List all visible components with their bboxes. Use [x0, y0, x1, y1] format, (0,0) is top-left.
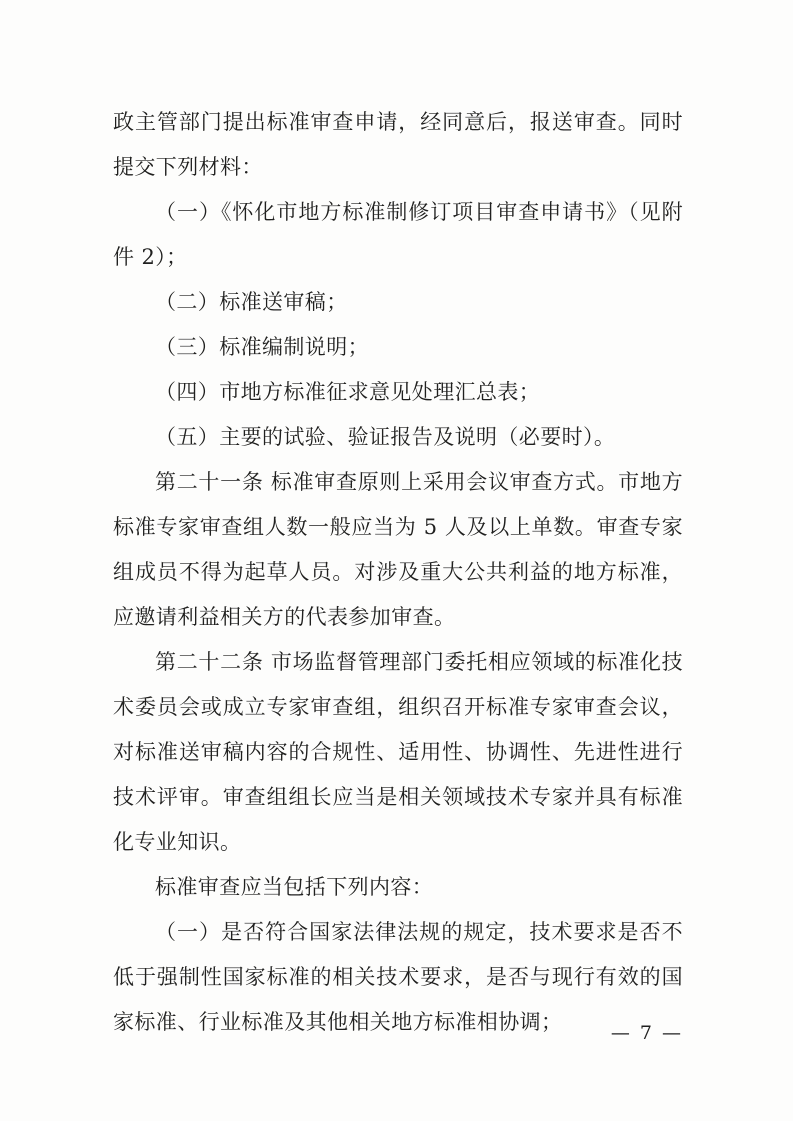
- paragraph-item-5: （五）主要的试验、验证报告及说明（必要时）。: [155, 425, 616, 449]
- page-number: — 7 —: [610, 1022, 683, 1044]
- page-body-text: [113, 100, 683, 1045]
- paragraph-item-2: （二）标准送审稿；: [155, 290, 348, 314]
- paragraph-review-item-1: （一）是否符合国家法律法规的规定，技术要求是否不低于强制性国家标准的相关技术要求，是否与现行有效的国家标准、行业标准及其他相关地方标准相协调；: [113, 920, 683, 1034]
- paragraph-item-1: （一）《怀化市地方标准制修订项目审查申请书》（见附件 2）；: [113, 200, 683, 269]
- paragraph-continuation: 政主管部门提出标准审查申请，经同意后，报送审查。同时提交下列材料：: [113, 110, 683, 179]
- paragraph-article-21: 第二十一条 标准审查原则上采用会议审查方式。市地方标准专家审查组人数一般应当为 5 人及以上单数。审查专家组成员不得为起草人员。对涉及重大公共利益的地方标准，应邀请利益相关方的代表参加审查。: [113, 470, 683, 629]
- paragraph-review-intro: 标准审查应当包括下列内容：: [155, 875, 434, 899]
- paragraph-item-4: （四）市地方标准征求意见处理汇总表；: [155, 380, 541, 404]
- paragraph-item-3: （三）标准编制说明；: [155, 335, 369, 359]
- paragraph-article-22: 第二十二条 市场监督管理部门委托相应领域的标准化技术委员会或成立专家审查组，组织召开标准专家审查会议，对标准送审稿内容的合规性、适用性、协调性、先进性进行技术评审。审查组组长应当是相关领域技术专家并具有标准化专业知识。: [113, 650, 683, 854]
